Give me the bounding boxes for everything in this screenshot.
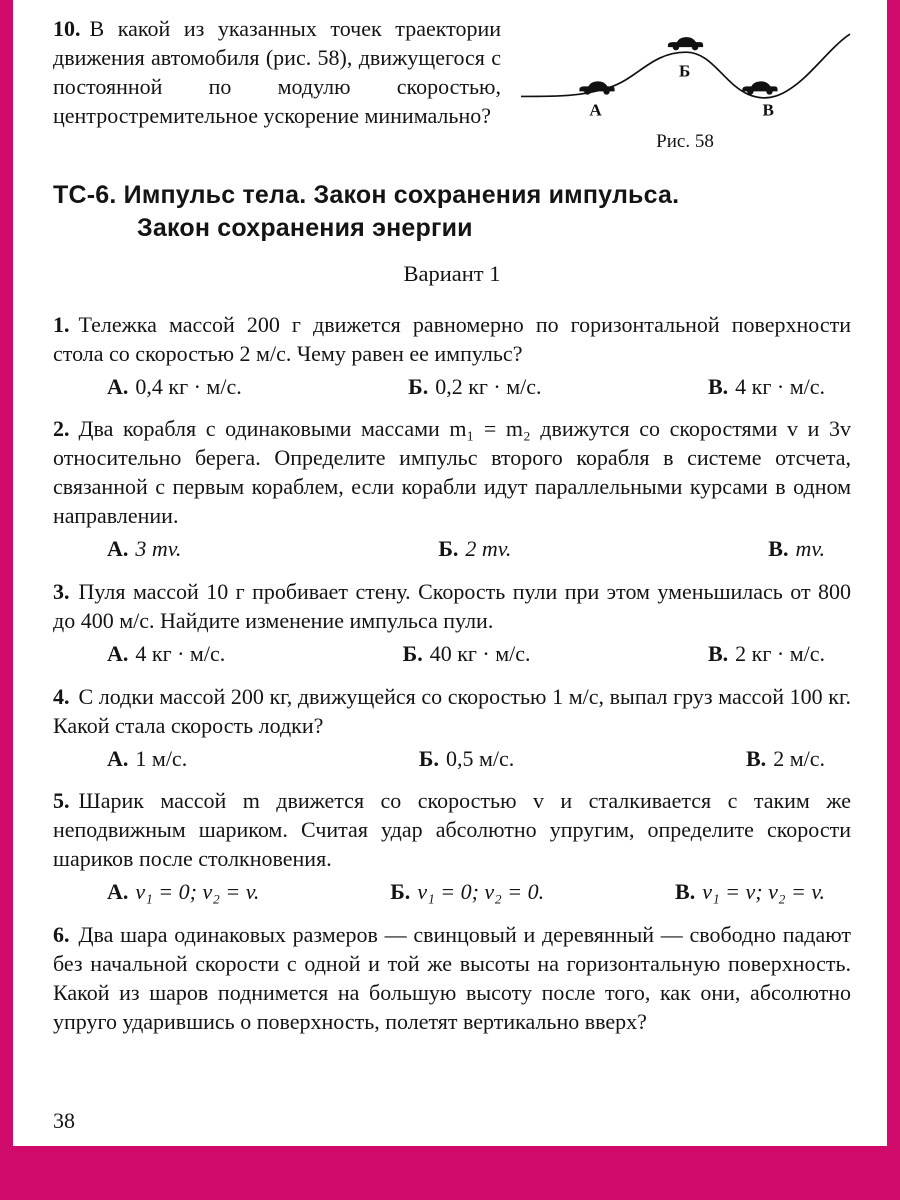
question-body: С лодки массой 200 кг, движущейся со скоростью 1 м/с, выпал груз массой 100 кг. Какой стала скорость лодки?	[53, 683, 851, 738]
car-icon-b	[668, 37, 703, 50]
question-6	[53, 920, 851, 1036]
question-text	[53, 682, 851, 740]
answer-option	[419, 745, 514, 774]
option-label: А.	[107, 373, 129, 399]
question-3	[53, 577, 851, 669]
option-text: 4 кг · м/с.	[135, 641, 226, 667]
answer-option	[107, 745, 187, 774]
question-text	[53, 920, 851, 1036]
option-text: mv.	[795, 536, 825, 562]
option-label: А.	[107, 745, 129, 771]
page-footer	[53, 1108, 851, 1138]
question-10-block	[53, 14, 851, 153]
variant-title: Вариант 1	[403, 260, 501, 286]
option-label: В.	[707, 641, 729, 667]
answer-option	[390, 878, 544, 907]
answer-options	[53, 635, 851, 669]
answer-option	[107, 878, 259, 907]
option-label: А.	[107, 536, 129, 562]
option-label: В.	[768, 536, 789, 562]
option-text: 2 м/с.	[773, 745, 825, 771]
car-icon-c	[742, 81, 777, 94]
answer-option	[403, 640, 531, 669]
answer-option	[708, 640, 825, 669]
option-label: А.	[107, 641, 129, 667]
question-number: 1.	[53, 311, 70, 337]
question-body: Тележка массой 200 г движется равномерно по горизонтальной поверхности стола со скоростью 2 м/с. Чему равен ее импульс?	[53, 311, 851, 366]
option-text: 40 кг · м/с.	[429, 641, 531, 667]
question-text	[53, 414, 851, 530]
answer-option	[107, 640, 225, 669]
option-text: v₁ = v; v₂ = v.	[702, 879, 825, 905]
option-text: 0,5 м/с.	[445, 745, 515, 771]
option-label: Б.	[418, 745, 439, 771]
point-label-b: Б	[678, 61, 691, 81]
option-text: 3 mv.	[135, 536, 182, 562]
option-label: Б.	[402, 641, 423, 667]
option-text: 1 м/с.	[135, 745, 188, 771]
option-text: 2 mv.	[465, 536, 512, 562]
question-number: 4.	[53, 683, 70, 709]
question-body: Пуля массой 10 г пробивает стену. Скорость пули при этом уменьшилась от 800 до 400 м/с. Найдите изменение импульса пули.	[53, 578, 851, 633]
question-text	[53, 577, 851, 635]
section-heading	[53, 179, 851, 245]
question-number: 10.	[53, 16, 81, 41]
question-number: 3.	[53, 578, 70, 604]
answer-option	[746, 745, 825, 774]
option-label: А.	[107, 879, 129, 905]
question-4	[53, 682, 851, 774]
answer-option	[675, 878, 825, 907]
answer-option	[408, 373, 541, 402]
option-text: 0,2 кг · м/с.	[435, 373, 542, 399]
option-text: v₁ = 0; v₂ = v.	[135, 879, 260, 905]
question-1	[53, 310, 851, 402]
option-text: 4 кг · м/с.	[735, 373, 825, 399]
car-icon-a	[579, 81, 614, 94]
option-text: 0,4 кг · м/с.	[135, 373, 242, 399]
question-number: 6.	[53, 921, 70, 947]
answer-options	[53, 368, 851, 402]
question-text	[53, 786, 851, 873]
option-label: Б.	[408, 373, 429, 399]
section-heading-line1: ТС-6. Импульс тела. Закон сохранения импульса.	[53, 180, 680, 209]
question-2	[53, 414, 851, 564]
answer-option	[768, 535, 825, 564]
answer-option	[438, 535, 511, 564]
question-body: Шарик массой m движется со скоростью v и сталкивается с таким же неподвижным шариком. Считая удар абсолютно упругим, определите скорости шариков после столкновения.	[53, 788, 851, 872]
section-heading-line2: Закон сохранения энергии	[137, 213, 473, 242]
point-label-a: А	[589, 100, 602, 120]
option-label: В.	[707, 373, 729, 399]
answer-options	[53, 530, 851, 564]
question-text	[53, 310, 851, 368]
page-sheet	[13, 0, 887, 1146]
option-label: Б.	[390, 879, 411, 905]
option-text: 2 кг · м/с.	[735, 641, 825, 667]
answer-option	[107, 373, 242, 402]
answer-option	[107, 535, 181, 564]
road-cars-illustration	[519, 20, 851, 121]
question-number: 5.	[53, 788, 70, 814]
question-body: Два корабля с одинаковыми массами m₁ = m₂ движутся со скоростями v и 3v относительно берега. Определите импульс второго корабля в системе отсчета, связанной с первым кораблем, если корабли идут параллельными курсами в одном направлении.	[53, 416, 851, 529]
question-body: Два шара одинаковых размеров — свинцовый и деревянный — свободно падают без начальной скорости с одной и той же высоты на горизонтальную поверхность. Какой из шаров поднимется на большую высоту после того, как они, абсолютно упруго ударившись о поверхность, полетят вертикально вверх?	[53, 921, 851, 1035]
point-label-c: В	[762, 100, 774, 120]
option-label: В.	[746, 745, 767, 771]
figure-58	[519, 14, 851, 153]
question-text	[53, 14, 501, 153]
answer-option	[708, 373, 825, 402]
option-label: В.	[675, 879, 696, 905]
question-5	[53, 786, 851, 907]
question-body: В какой из указанных точек траектории движения автомобиля (рис. 58), движущегося с постоянной по модулю скоростью, центростремительное ускорение минимально?	[53, 16, 501, 129]
option-label: Б.	[438, 536, 459, 562]
answer-options	[53, 740, 851, 774]
option-text: v₁ = 0; v₂ = 0.	[417, 879, 545, 905]
page-number: 38	[53, 1108, 75, 1133]
figure-caption: Рис. 58	[656, 130, 714, 152]
answer-options	[53, 873, 851, 907]
question-number: 2.	[53, 416, 70, 442]
